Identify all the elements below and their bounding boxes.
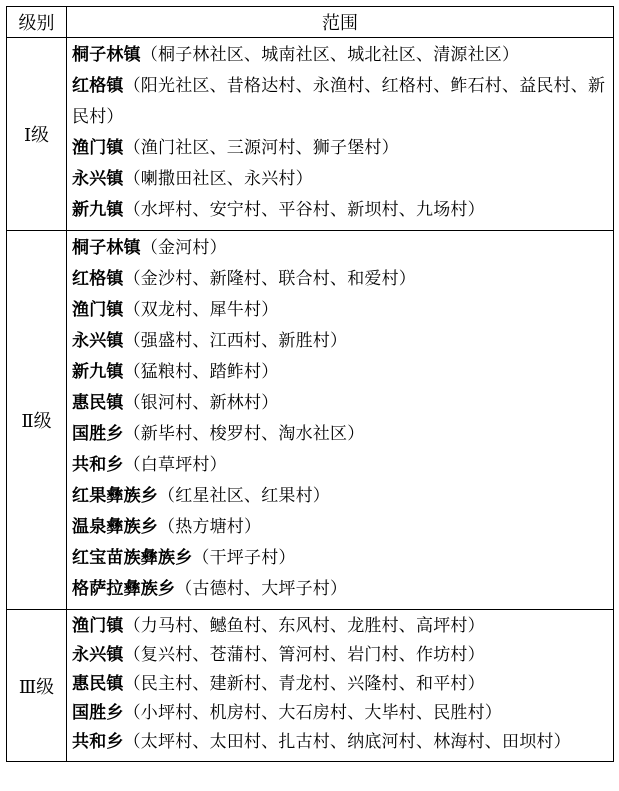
town-name: 国胜乡 (72, 703, 124, 723)
village-list: （古德村、大坪子村） (175, 579, 348, 599)
village-list: （白草坪村） (123, 455, 227, 475)
village-list: （猛粮村、踏鲊村） (123, 362, 279, 382)
village-list: （力马村、鳡鱼村、东风村、龙胜村、高坪村） (123, 616, 485, 636)
town-name: 温泉彝族乡 (72, 517, 158, 537)
range-cell (67, 610, 614, 762)
town-entry (72, 699, 613, 728)
level-cell: Ⅰ级 (7, 38, 67, 231)
village-list: （新毕村、梭罗村、淘水社区） (123, 424, 365, 444)
town-name: 桐子林镇 (72, 45, 141, 65)
header-row (7, 7, 614, 38)
town-name: 共和乡 (72, 732, 124, 752)
town-name: 渔门镇 (72, 138, 124, 158)
town-name: 红格镇 (72, 76, 124, 96)
town-entry (72, 574, 613, 605)
town-name: 共和乡 (72, 455, 124, 475)
range-cell (67, 38, 614, 231)
table-row (7, 231, 614, 610)
town-entry (72, 195, 613, 226)
level-cell: Ⅲ级 (7, 610, 67, 762)
town-entry (72, 512, 613, 543)
town-name: 新九镇 (72, 200, 124, 220)
zoning-table (6, 6, 614, 762)
town-entry (72, 641, 613, 670)
town-name: 红宝苗族彝族乡 (72, 548, 193, 568)
village-list: （阳光社区、昔格达村、永渔村、红格村、鲊石村、益民村、新民村） (72, 76, 606, 127)
town-entry (72, 264, 613, 295)
town-entry (72, 133, 613, 164)
village-list: （水坪村、安宁村、平谷村、新坝村、九场村） (123, 200, 485, 220)
village-list: （太坪村、太田村、扎古村、纳底河村、林海村、田坝村） (123, 732, 571, 752)
town-entry (72, 419, 613, 450)
town-name: 渔门镇 (72, 616, 124, 636)
village-list: （小坪村、机房村、大石房村、大毕村、民胜村） (123, 703, 503, 723)
town-entry (72, 233, 613, 264)
town-entry (72, 728, 613, 757)
village-list: （金河村） (140, 238, 227, 258)
town-name: 惠民镇 (72, 674, 124, 694)
town-name: 红果彝族乡 (72, 486, 158, 506)
village-list: （喇撒田社区、永兴村） (123, 169, 313, 189)
town-entry (72, 450, 613, 481)
town-entry (72, 357, 613, 388)
village-list: （热方塘村） (158, 517, 262, 537)
village-list: （民主村、建新村、青龙村、兴隆村、和平村） (123, 674, 485, 694)
town-entry (72, 164, 613, 195)
town-name: 国胜乡 (72, 424, 124, 444)
village-list: （复兴村、苍蒲村、箐河村、岩门村、作坊村） (123, 645, 485, 665)
table-row (7, 610, 614, 762)
table-row (7, 38, 614, 231)
town-entry (72, 481, 613, 512)
range-cell (67, 231, 614, 610)
town-name: 永兴镇 (72, 645, 124, 665)
level-cell: Ⅱ级 (7, 231, 67, 610)
town-entry (72, 295, 613, 326)
town-entry (72, 543, 613, 574)
town-name: 永兴镇 (72, 331, 124, 351)
table-body (7, 38, 614, 762)
village-list: （渔门社区、三源河村、狮子堡村） (123, 138, 399, 158)
header-range: 范围 (67, 7, 614, 38)
header-level: 级别 (7, 7, 67, 38)
village-list: （银河村、新林村） (123, 393, 279, 413)
town-entry (72, 670, 613, 699)
village-list: （强盛村、江西村、新胜村） (123, 331, 348, 351)
town-name: 永兴镇 (72, 169, 124, 189)
village-list: （桐子林社区、城南社区、城北社区、清源社区） (140, 45, 520, 65)
village-list: （金沙村、新隆村、联合村、和爱村） (123, 269, 417, 289)
town-name: 格萨拉彝族乡 (72, 579, 176, 599)
town-name: 渔门镇 (72, 300, 124, 320)
town-name: 惠民镇 (72, 393, 124, 413)
village-list: （双龙村、犀牛村） (123, 300, 279, 320)
town-entry (72, 612, 613, 641)
town-entry (72, 326, 613, 357)
town-name: 红格镇 (72, 269, 124, 289)
town-entry (72, 40, 613, 71)
town-entry (72, 388, 613, 419)
town-entry (72, 71, 613, 133)
town-name: 新九镇 (72, 362, 124, 382)
village-list: （红星社区、红果村） (158, 486, 330, 506)
town-name: 桐子林镇 (72, 238, 141, 258)
village-list: （干坪子村） (192, 548, 296, 568)
